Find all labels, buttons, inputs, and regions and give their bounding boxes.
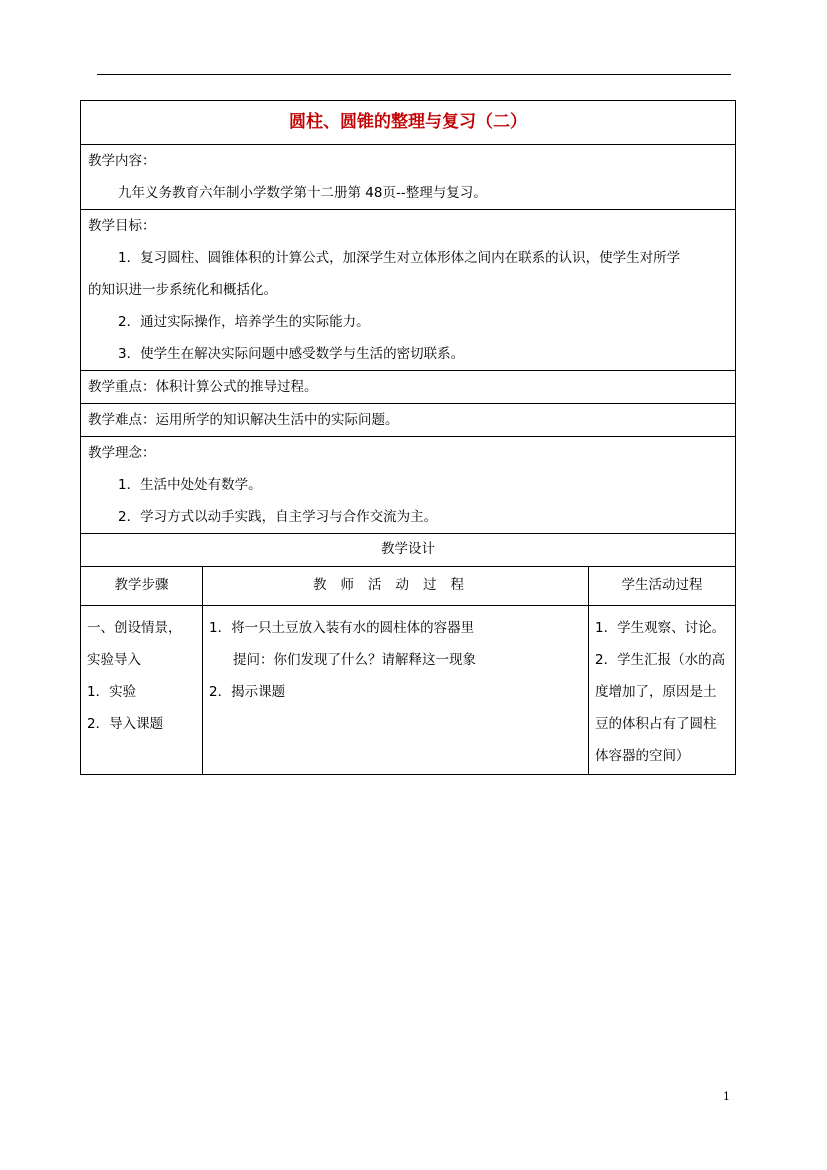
- steps-cell: [81, 606, 203, 775]
- teacher-activity-cell: [203, 606, 589, 775]
- philosophy-item-2: 2．学习方式以动手实践，自主学习与合作交流为主。: [118, 509, 438, 525]
- content-row: [81, 145, 736, 210]
- key-point-row: [81, 371, 736, 404]
- step-line: 1．实验: [87, 684, 137, 700]
- column-header-row: [81, 567, 736, 606]
- teaching-content-cell: [81, 145, 736, 210]
- goal-item-1-line-2: 的知识进一步系统化和概括化。: [88, 282, 277, 298]
- philosophy-cell: [81, 437, 736, 534]
- teacher-line: 2．揭示课题: [209, 684, 286, 700]
- teaching-content-label: 教学内容：: [88, 153, 156, 169]
- teacher-line: 1．将一只土豆放入装有水的圆柱体的容器里: [209, 620, 475, 636]
- philosophy-item-1: 1．生活中处处有数学。: [118, 477, 262, 493]
- goal-item-3: 3．使学生在解决实际问题中感受数学与生活的密切联系。: [118, 346, 465, 362]
- lesson-plan-table: [80, 100, 736, 775]
- page-title: 圆柱、圆锥的整理与复习（二）: [81, 101, 736, 145]
- step-line: 实验导入: [87, 652, 141, 668]
- philosophy-row: [81, 437, 736, 534]
- header-rule: [97, 74, 731, 75]
- student-line: 2．学生汇报（水的高: [595, 652, 726, 668]
- student-line: 度增加了，原因是土: [595, 684, 717, 700]
- title-row: [81, 101, 736, 145]
- page-number: 1: [723, 1090, 730, 1103]
- goal-item-1-line-1: 1．复习圆柱、圆锥体积的计算公式，加深学生对立体形体之间内在联系的认识，使学生对所学: [118, 250, 681, 266]
- teaching-goals-cell: [81, 210, 736, 371]
- teacher-line: 提问：你们发现了什么？请解释这一现象: [233, 652, 476, 668]
- col-header-student: 学生活动过程: [589, 567, 736, 606]
- student-activity-cell: [589, 606, 736, 775]
- step-line: 2．导入课题: [87, 716, 164, 732]
- student-line: 体容器的空间）: [595, 748, 690, 764]
- col-header-steps: 教学步骤: [81, 567, 203, 606]
- difficulty-row: [81, 404, 736, 437]
- goals-row: [81, 210, 736, 371]
- design-heading: 教学设计: [81, 534, 736, 567]
- student-line: 豆的体积占有了圆柱: [595, 716, 717, 732]
- design-heading-row: [81, 534, 736, 567]
- student-line: 1．学生观察、讨论。: [595, 620, 726, 636]
- step-line: 一、创设情景，: [87, 620, 182, 636]
- teaching-goals-label: 教学目标：: [88, 218, 156, 234]
- col-header-teacher: 教师活动过程: [203, 567, 589, 606]
- philosophy-label: 教学理念：: [88, 445, 156, 461]
- difficulty-text: 教学难点：运用所学的知识解决生活中的实际问题。: [88, 412, 399, 428]
- difficulty-cell: [81, 404, 736, 437]
- key-point-text: 教学重点：体积计算公式的推导过程。: [88, 379, 318, 395]
- teaching-content-text: 九年义务教育六年制小学数学第十二册第 48页--整理与复习。: [118, 185, 487, 201]
- activity-row: [81, 606, 736, 775]
- goal-item-2: 2．通过实际操作，培养学生的实际能力。: [118, 314, 370, 330]
- key-point-cell: [81, 371, 736, 404]
